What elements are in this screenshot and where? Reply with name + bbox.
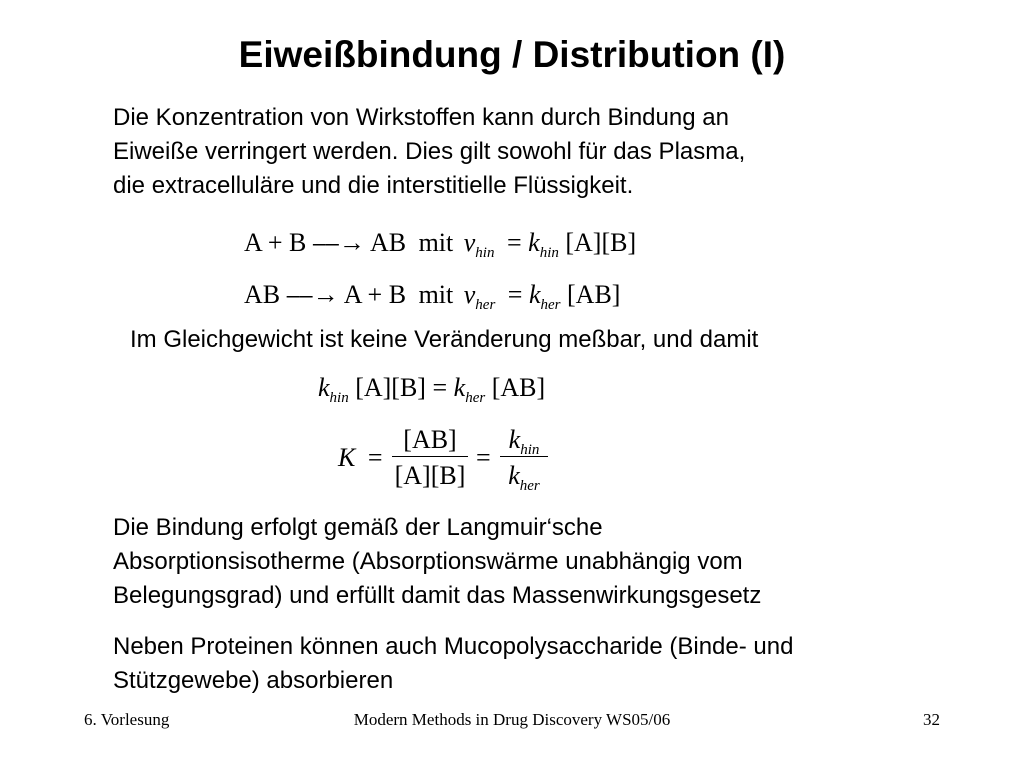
eq2-reactant: AB — [244, 280, 281, 309]
eq1-rate-sub: hin — [475, 245, 495, 261]
eq4-second-equals: = — [476, 443, 491, 472]
eq4-fraction-concentrations — [392, 424, 468, 489]
intro-line: Eiweiße verringert werden. Dies gilt sowohl für das Plasma, — [113, 138, 746, 165]
intro-line: Die Konzentration von Wirkstoffen kann durch Bindung an — [113, 104, 729, 131]
footer-lecture: 6. Vorlesung — [84, 710, 170, 729]
eq1-rate-v: v — [463, 228, 476, 257]
footer-course: Modern Methods in Drug Discovery WS05/06 — [353, 710, 671, 729]
eq1-k-sub: hin — [539, 245, 559, 261]
proteins-line: Neben Proteinen können auch Mucopolysaccharide (Binde- und — [113, 633, 794, 660]
proteins-line: Stützgewebe) absorbieren — [113, 667, 394, 694]
eq2-k-sub: her — [540, 297, 561, 313]
eq3-sub-her: her — [465, 390, 486, 406]
eq4-K: K — [338, 443, 356, 472]
eq1-concentration: [A][B] — [565, 228, 637, 257]
eq1-reactants: A + B — [244, 228, 307, 257]
reaction-arrow-icon: ⎯⎯→ — [312, 228, 365, 257]
intro-line: die extracelluläre und die interstitielle Flüssigkeit. — [113, 172, 634, 199]
eq4-numerator: [AB] — [403, 425, 457, 454]
eq2-rate-v: v — [463, 280, 476, 309]
eq4-den-sub: her — [519, 478, 540, 494]
eq3-sub-hin: hin — [329, 390, 349, 406]
binding-paragraph — [113, 511, 993, 613]
binding-line: Absorptionsisotherme (Absorptionswärme unabhängig vom — [113, 548, 743, 575]
proteins-paragraph — [113, 630, 993, 698]
eq2-k: k — [528, 280, 541, 309]
eq2-rate-sub: her — [475, 297, 496, 313]
eq4-equals: = — [367, 443, 383, 472]
eq3-conc-ab-separate: [A][B] — [355, 373, 426, 402]
equation-forward — [244, 228, 636, 262]
eq1-mit: mit — [418, 228, 454, 257]
equilibrium-line: Im Gleichgewicht ist keine Veränderung meßbar, und damit — [130, 326, 759, 353]
binding-line: Die Bindung erfolgt gemäß der Langmuir‘sche — [113, 514, 603, 541]
reaction-arrow-icon: ⎯⎯→ — [286, 280, 339, 309]
eq4-num-sub: hin — [520, 442, 540, 458]
eq4-den-rate — [500, 457, 548, 494]
slide-title: Eiweißbindung / Distribution (I) — [238, 34, 786, 75]
footer-page-number: 32 — [923, 710, 940, 729]
eq2-concentration: [AB] — [567, 280, 621, 309]
equation-backward — [244, 280, 620, 314]
eq1-equals: = — [506, 228, 522, 257]
eq4-num-k: k — [508, 425, 521, 454]
eq2-products: A + B — [343, 280, 407, 309]
eq3-equals: = — [432, 373, 448, 402]
eq2-equals: = — [507, 280, 523, 309]
equation-equilibrium — [318, 373, 545, 407]
eq1-k: k — [528, 228, 540, 257]
eq4-fraction-rates — [500, 424, 548, 494]
intro-paragraph — [113, 101, 993, 203]
eq4-num-rate — [500, 424, 548, 456]
eq1-product: AB — [369, 228, 407, 257]
eq3-conc-ab: [AB] — [491, 373, 546, 402]
eq4-den-k: k — [508, 461, 520, 490]
eq4-denominator: [A][B] — [394, 461, 466, 490]
eq4-k-symbol — [338, 443, 383, 473]
eq3-k-hin: k — [318, 373, 330, 402]
eq3-k-her: k — [453, 373, 466, 402]
equilibrium-text — [130, 323, 1010, 357]
eq2-mit: mit — [418, 280, 454, 309]
binding-line: Belegungsgrad) und erfüllt damit das Massenwirkungsgesetz — [113, 582, 762, 609]
